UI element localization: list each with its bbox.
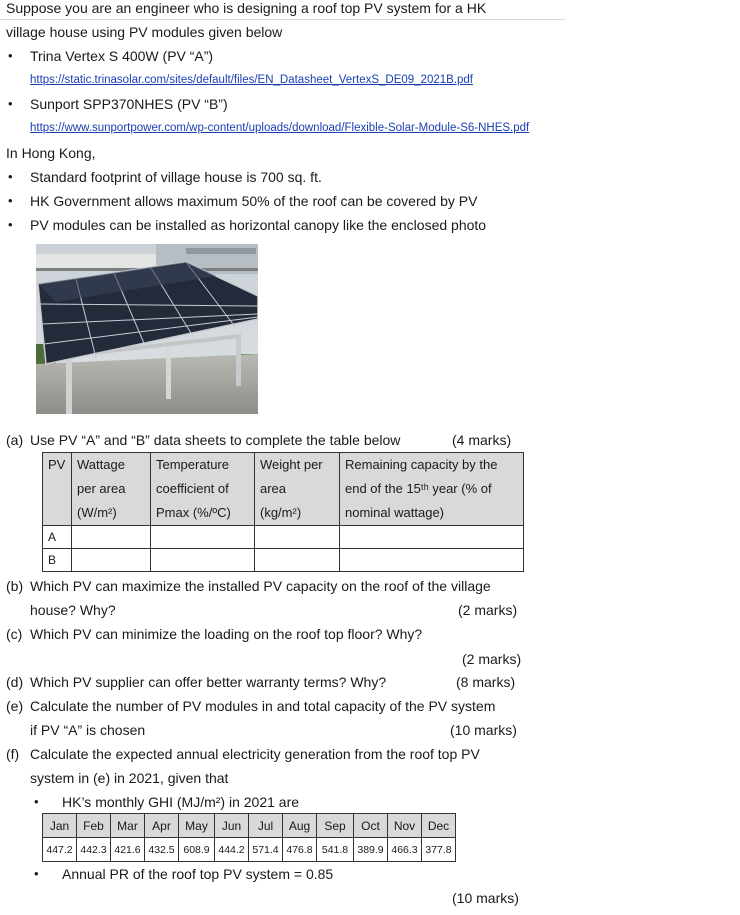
month-cell: Aug xyxy=(283,814,317,838)
answer-cell[interactable] xyxy=(255,549,340,572)
hk-heading: In Hong Kong, xyxy=(6,145,96,161)
ghi-value-cell: 442.3 xyxy=(77,838,111,862)
answer-cell[interactable] xyxy=(72,526,151,549)
bullet-icon: • xyxy=(34,794,39,809)
question-d-label: (d) xyxy=(6,674,24,690)
header-line: Pmax (%/ºC) xyxy=(156,505,231,520)
bullet-icon: • xyxy=(8,96,13,111)
question-b-line-1: Which PV can maximize the installed PV capacity on the roof of the village xyxy=(30,578,491,594)
ghi-value-cell: 571.4 xyxy=(249,838,283,862)
question-e-marks: (10 marks) xyxy=(450,722,517,738)
month-cell: Jun xyxy=(215,814,249,838)
answer-cell[interactable] xyxy=(151,526,255,549)
question-c-label: (c) xyxy=(6,626,23,642)
question-e-label: (e) xyxy=(6,698,24,714)
header-line: area xyxy=(260,481,287,496)
question-d-line-1: Which PV supplier can offer better warranty terms? Why? xyxy=(30,674,387,690)
question-f-line-2: system in (e) in 2021, given that xyxy=(30,770,229,786)
month-cell: Feb xyxy=(77,814,111,838)
month-cell: Jul xyxy=(249,814,283,838)
question-b-line-2: house? Why? xyxy=(30,602,116,618)
header-temp-coeff xyxy=(151,453,255,526)
question-d-marks: (8 marks) xyxy=(456,674,516,690)
month-cell: Mar xyxy=(111,814,145,838)
bullet-icon: • xyxy=(8,169,13,184)
hk-point-1: Standard footprint of village house is 700 sq. ft. xyxy=(30,169,322,185)
month-cell: Dec xyxy=(422,814,456,838)
ghi-value-cell: 476.8 xyxy=(283,838,317,862)
ghi-table xyxy=(42,813,456,862)
table-row xyxy=(43,526,524,549)
header-line: end of the 15ᵗʰ year (% of xyxy=(345,481,492,496)
intro-line-2: village house using PV modules given below xyxy=(6,24,283,40)
answer-cell[interactable] xyxy=(255,526,340,549)
ghi-value-cell: 444.2 xyxy=(215,838,249,862)
month-cell: Jan xyxy=(43,814,77,838)
ghi-value-cell: 432.5 xyxy=(145,838,179,862)
month-cell: Apr xyxy=(145,814,179,838)
header-wattage xyxy=(72,453,151,526)
pv-canopy-photo xyxy=(36,244,258,414)
table-row xyxy=(43,549,524,572)
header-pv xyxy=(43,453,72,526)
module-b-name: Sunport SPP370NHES (PV “B”) xyxy=(30,96,228,112)
header-line: Weight per xyxy=(260,457,323,472)
question-f-marks: (10 marks) xyxy=(452,890,519,906)
answer-cell[interactable] xyxy=(72,549,151,572)
question-f-line-1: Calculate the expected annual electricity generation from the roof top PV xyxy=(30,746,480,762)
ghi-month-row xyxy=(43,814,456,838)
header-remaining-capacity xyxy=(340,453,524,526)
header-line: nominal wattage) xyxy=(345,505,444,520)
question-c-marks: (2 marks) xyxy=(462,651,522,667)
hk-point-3: PV modules can be installed as horizontal canopy like the enclosed photo xyxy=(30,217,487,233)
ghi-value-cell: 421.6 xyxy=(111,838,145,862)
header-line: Temperature xyxy=(156,457,229,472)
pr-text: Annual PR of the roof top PV system = 0.85 xyxy=(62,866,334,882)
header-line: Wattage xyxy=(77,457,125,472)
question-e-line-2: if PV “A” is chosen xyxy=(30,722,146,738)
question-b-marks: (2 marks) xyxy=(458,602,518,618)
month-cell: Nov xyxy=(388,814,422,838)
header-line: (kg/m²) xyxy=(260,505,302,520)
ghi-value-cell: 608.9 xyxy=(179,838,215,862)
module-a-datasheet-link[interactable]: https://static.trinasolar.com/sites/default/files/EN_Datasheet_VertexS_DE09_2021B.pdf xyxy=(30,74,473,86)
pv-comparison-table xyxy=(42,452,524,572)
month-cell: Sep xyxy=(317,814,354,838)
module-b-datasheet-link[interactable]: https://www.sunportpower.com/wp-content/uploads/download/Flexible-Solar-Module-S6-NHES.pdf xyxy=(30,122,530,134)
header-weight xyxy=(255,453,340,526)
table-header-row xyxy=(43,453,524,526)
question-a-text: Use PV “A” and “B” data sheets to complete the table below xyxy=(30,432,401,448)
month-cell: May xyxy=(179,814,215,838)
header-pv-line: PV xyxy=(48,457,66,472)
question-c-line-1: Which PV can minimize the loading on the roof top floor? Why? xyxy=(30,626,423,642)
question-b-label: (b) xyxy=(6,578,24,594)
question-a-label: (a) xyxy=(6,432,24,448)
ghi-value-cell: 447.2 xyxy=(43,838,77,862)
ghi-value-cell: 466.3 xyxy=(388,838,422,862)
intro-line-1: Suppose you are an engineer who is designing a roof top PV system for a HK xyxy=(6,0,487,16)
bullet-icon: • xyxy=(8,217,13,232)
header-line: coefficient of xyxy=(156,481,229,496)
ghi-value-row xyxy=(43,838,456,862)
module-a-name: Trina Vertex S 400W (PV “A”) xyxy=(30,48,214,64)
ghi-value-cell: 541.8 xyxy=(317,838,354,862)
ghi-text: HK’s monthly GHI (MJ/m²) in 2021 are xyxy=(62,794,300,810)
bullet-icon: • xyxy=(34,866,39,881)
header-line: per area xyxy=(77,481,126,496)
answer-cell[interactable] xyxy=(340,549,524,572)
question-a-marks: (4 marks) xyxy=(452,432,512,448)
answer-cell[interactable] xyxy=(151,549,255,572)
header-line: (W/m²) xyxy=(77,505,117,520)
question-e-line-1: Calculate the number of PV modules in and total capacity of the PV system xyxy=(30,698,496,714)
row-label-b: B xyxy=(43,549,72,572)
month-cell: Oct xyxy=(354,814,388,838)
ghi-value-cell: 389.9 xyxy=(354,838,388,862)
row-label-a: A xyxy=(43,526,72,549)
bullet-icon: • xyxy=(8,193,13,208)
answer-cell[interactable] xyxy=(340,526,524,549)
header-line: Remaining capacity by the xyxy=(345,457,498,472)
ghi-value-cell: 377.8 xyxy=(422,838,456,862)
question-f-label: (f) xyxy=(6,746,20,762)
bullet-icon: • xyxy=(8,48,13,63)
hk-point-2: HK Government allows maximum 50% of the roof can be covered by PV xyxy=(30,193,478,209)
